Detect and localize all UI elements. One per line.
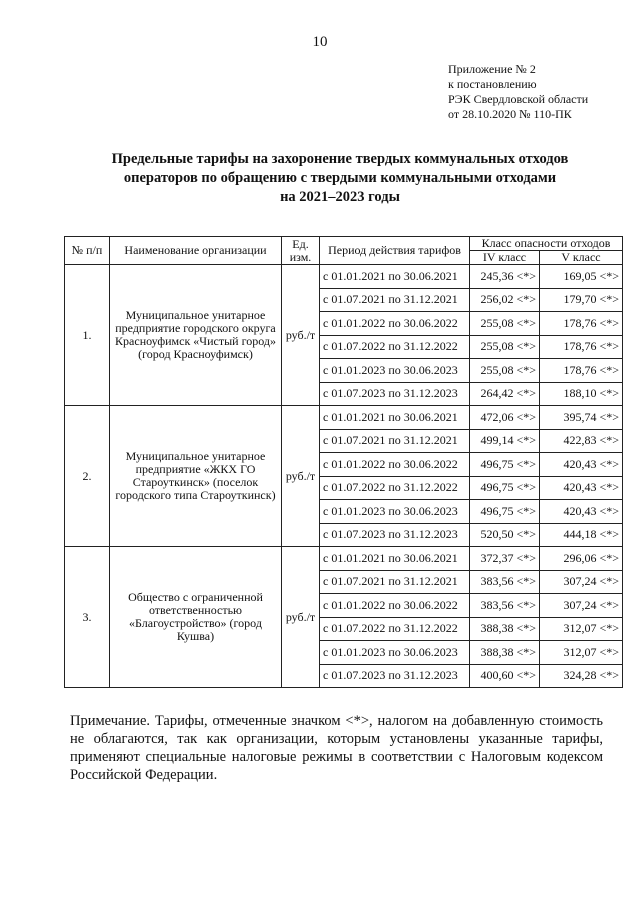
tariff-period: с 01.07.2022 по 31.12.2022 (320, 476, 470, 500)
header-class-iv: IV класс (470, 251, 540, 265)
tariff-period: с 01.01.2023 по 30.06.2023 (320, 359, 470, 383)
tariff-class-iv: 255,08 <*> (470, 312, 540, 336)
tariff-period: с 01.01.2022 по 30.06.2022 (320, 312, 470, 336)
appendix-block (448, 62, 588, 122)
appendix-line: от 28.10.2020 № 110-ПК (448, 107, 572, 121)
org-name: Муниципальное унитарное предприятие городского округа Красноуфимск «Чистый город» (город Красноуфимск) (110, 265, 282, 406)
tariff-period: с 01.01.2022 по 30.06.2022 (320, 453, 470, 477)
tariff-period: с 01.07.2021 по 31.12.2021 (320, 288, 470, 312)
tariff-class-iv: 400,60 <*> (470, 664, 540, 688)
org-number: 3. (65, 547, 110, 688)
tariff-class-iv: 383,56 <*> (470, 594, 540, 618)
tariff-class-iv: 496,75 <*> (470, 453, 540, 477)
table-row (65, 265, 623, 289)
tariff-class-v: 312,07 <*> (540, 617, 623, 641)
tariff-class-v: 178,76 <*> (540, 312, 623, 336)
tariff-class-v: 312,07 <*> (540, 641, 623, 665)
tariff-class-iv: 255,08 <*> (470, 359, 540, 383)
title-line: на 2021–2023 годы (280, 189, 400, 205)
org-name: Общество с ограниченной ответственностью «Благоустройство» (город Кушва) (110, 547, 282, 688)
header-name: Наименование организации (110, 237, 282, 265)
tariff-class-v: 420,43 <*> (540, 453, 623, 477)
org-number: 1. (65, 265, 110, 406)
tariff-class-iv: 520,50 <*> (470, 523, 540, 547)
org-number: 2. (65, 406, 110, 547)
tariff-class-iv: 499,14 <*> (470, 429, 540, 453)
table-row (65, 547, 623, 571)
tariff-period: с 01.01.2021 по 30.06.2021 (320, 406, 470, 430)
tariffs-body (65, 265, 623, 688)
tariff-class-v: 178,76 <*> (540, 359, 623, 383)
tariff-class-v: 395,74 <*> (540, 406, 623, 430)
tariff-class-v: 169,05 <*> (540, 265, 623, 289)
tariff-period: с 01.07.2021 по 31.12.2021 (320, 429, 470, 453)
tariff-class-iv: 256,02 <*> (470, 288, 540, 312)
tariff-class-iv: 472,06 <*> (470, 406, 540, 430)
tariff-class-v: 307,24 <*> (540, 594, 623, 618)
header-num: № п/п (65, 237, 110, 265)
tariff-class-v: 296,06 <*> (540, 547, 623, 571)
tariff-class-iv: 245,36 <*> (470, 265, 540, 289)
tariff-class-v: 178,76 <*> (540, 335, 623, 359)
title-line: операторов по обращению с твердыми коммунальными отходами (123, 170, 557, 186)
org-unit: руб./т (282, 265, 320, 406)
tariff-class-iv: 255,08 <*> (470, 335, 540, 359)
tariff-class-iv: 388,38 <*> (470, 641, 540, 665)
tariff-class-iv: 264,42 <*> (470, 382, 540, 406)
tariff-class-v: 422,83 <*> (540, 429, 623, 453)
tariff-period: с 01.01.2021 по 30.06.2021 (320, 547, 470, 571)
tariff-period: с 01.07.2022 по 31.12.2022 (320, 335, 470, 359)
tariff-period: с 01.01.2022 по 30.06.2022 (320, 594, 470, 618)
appendix-line: к постановлению (448, 77, 537, 91)
tariff-period: с 01.07.2023 по 31.12.2023 (320, 382, 470, 406)
tariff-period: с 01.07.2023 по 31.12.2023 (320, 523, 470, 547)
tariff-class-v: 324,28 <*> (540, 664, 623, 688)
tariff-period: с 01.07.2021 по 31.12.2021 (320, 570, 470, 594)
footnote: Примечание. Тарифы, отмеченные значком <*>, налогом на добавленную стоимость не облагаются, так как организации, которым установлены указанные тарифы, применяют специальные налоговые режимы в соответствии с Налоговым кодексом Российской Федерации. (70, 713, 603, 783)
appendix-line: Приложение № 2 (448, 62, 536, 76)
org-unit: руб./т (282, 547, 320, 688)
page-number: 10 (312, 34, 328, 50)
tariff-class-v: 420,43 <*> (540, 500, 623, 524)
table-row (65, 406, 623, 430)
header-period: Период действия тарифов (320, 237, 470, 265)
tariff-class-iv: 388,38 <*> (470, 617, 540, 641)
org-name: Муниципальное унитарное предприятие «ЖКХ ГО Староуткинск» (поселок городского типа Староуткинск) (110, 406, 282, 547)
tariff-class-v: 420,43 <*> (540, 476, 623, 500)
header-hazard-class: Класс опасности отходов (470, 237, 623, 251)
header-class-v: V класс (540, 251, 623, 265)
tariff-class-v: 179,70 <*> (540, 288, 623, 312)
tariff-period: с 01.07.2022 по 31.12.2022 (320, 617, 470, 641)
tariffs-table (64, 236, 623, 688)
tariff-period: с 01.01.2023 по 30.06.2023 (320, 500, 470, 524)
tariff-class-v: 307,24 <*> (540, 570, 623, 594)
document-title (80, 150, 600, 207)
tariff-class-iv: 496,75 <*> (470, 476, 540, 500)
tariff-class-v: 188,10 <*> (540, 382, 623, 406)
tariff-period: с 01.01.2021 по 30.06.2021 (320, 265, 470, 289)
tariff-class-v: 444,18 <*> (540, 523, 623, 547)
appendix-line: РЭК Свердловской области (448, 92, 589, 106)
header-unit: Ед. изм. (282, 237, 320, 265)
tariff-class-iv: 383,56 <*> (470, 570, 540, 594)
org-unit: руб./т (282, 406, 320, 547)
title-line: Предельные тарифы на захоронение твердых коммунальных отходов (111, 151, 569, 167)
tariff-period: с 01.01.2023 по 30.06.2023 (320, 641, 470, 665)
tariff-class-iv: 372,37 <*> (470, 547, 540, 571)
tariff-class-iv: 496,75 <*> (470, 500, 540, 524)
tariff-period: с 01.07.2023 по 31.12.2023 (320, 664, 470, 688)
